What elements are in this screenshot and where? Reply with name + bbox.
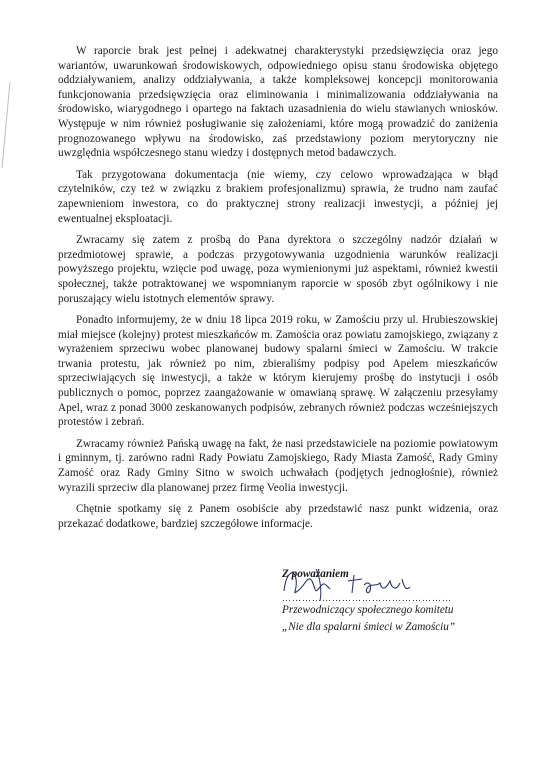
paragraph-request-supervision: Zwracamy się zatem z prośbą do Pana dyrektora o szczególny nadzór działań w przedmiotowej sprawie, a podczas przygotowywania uzgodnienia warunków realizacji powyższego projektu, wzięcie pod uwagę, poza wymienionymi już aspektami, również kwestii społecznej, także potraktowanej we wspomnianym raporcie w sposób zbyt ogólnikowy i nie poruszający wielu istotnych elementów sprawy. bbox=[58, 234, 498, 305]
signature-line bbox=[282, 587, 522, 601]
signature-block bbox=[282, 567, 522, 635]
signatory-role: Przewodniczący społecznego komitetu bbox=[282, 604, 454, 616]
paragraph-council-resolutions: Zwracamy również Pańską uwagę na fakt, że nasi przedstawiciele na poziomie powiatowym i gminnym, tj. zarówno radni Rady Powiatu Zamojskiego, Rady Miasta Zamość, Rady Gminy Zamość oraz Rady Gminy Sitno w swoich uchwałach (podjętych jednogłośnie), również wyrazili sprzeciw dla planowanej przez firmę Veolia inwestycji. bbox=[58, 437, 498, 494]
committee-name: „Nie dla spalarni śmieci w Zamościu” bbox=[282, 621, 456, 633]
paragraph-protest-info: Ponadto informujemy, że w dniu 18 lipca 2019 roku, w Zamościu przy ul. Hrubieszowskiej miał miejsce (kolejny) protest mieszkańców m. Zamościa oraz powiatu zamojskiego, związany z wyrażeniem sprzeciwu wobec planowanej budowy spalarni śmieci w Zamościu. W trakcie trwania protestu, jak również po nim, zbieraliśmy podpisy pod Apelem mieszkańców sprzeciwiających się inwestycji, a także w którym kierujemy prośbę do instytucji i osób publicznych o pomoc, poprzez zaangażowanie w omawianą sprawę. W załączeniu przesyłamy Apel, wraz z ponad 3000 zeskanowanych podpisów, zebranych również podczas wcześniejszych protestów i zebrań. bbox=[58, 314, 498, 429]
scan-edge-mark bbox=[0, 80, 12, 170]
paragraph-report-assessment: W raporcie brak jest pełnej i adekwatnej charakterystyki przedsięwzięcia oraz jego wariantów, uwarunkowań środowiskowych, odpowiedniego opisu stanu środowiska objętego oddziaływaniem, analizy oddziaływania, a także kompleksowej koncepcji monitorowania funkcjonowania przedsięwzięcia oraz eliminowania i minimalizowania oddziaływania na środowisko, wiarygodnego i opartego na faktach uzasadnienia do wielu stawianych wniosków. Występuje w nim również posługiwanie się założeniami, które mogą prowadzić do zaniżenia prognozowanego wpływu na środowisko, zaś przedstawiony poziom merytoryczny nie uwzględnia współczesnego stanu wiedzy i dostępnych metod badawczych. bbox=[58, 45, 498, 160]
letter-body bbox=[58, 44, 498, 531]
closing-phrase: Z poważaniem bbox=[282, 568, 349, 580]
paragraph-meeting-offer: Chętnie spotkamy się z Panem osobiście aby przedstawić nasz punkt widzenia, oraz przekazać dodatkowe, bardziej szczegółowe informacje. bbox=[58, 503, 498, 530]
paragraph-documentation-trust: Tak przygotowana dokumentacja (nie wiemy, czy celowo wprowadzająca w błąd czytelników, czy też w związku z brakiem profesjonalizmu) sprawia, że trudno nam zaufać zapewnieniom inwestora, co do praktycznej strony realizacji inwestycji, a później jej ewentualnej eksploatacji. bbox=[58, 168, 498, 225]
signature-dots: …………………………………………… bbox=[282, 593, 452, 603]
